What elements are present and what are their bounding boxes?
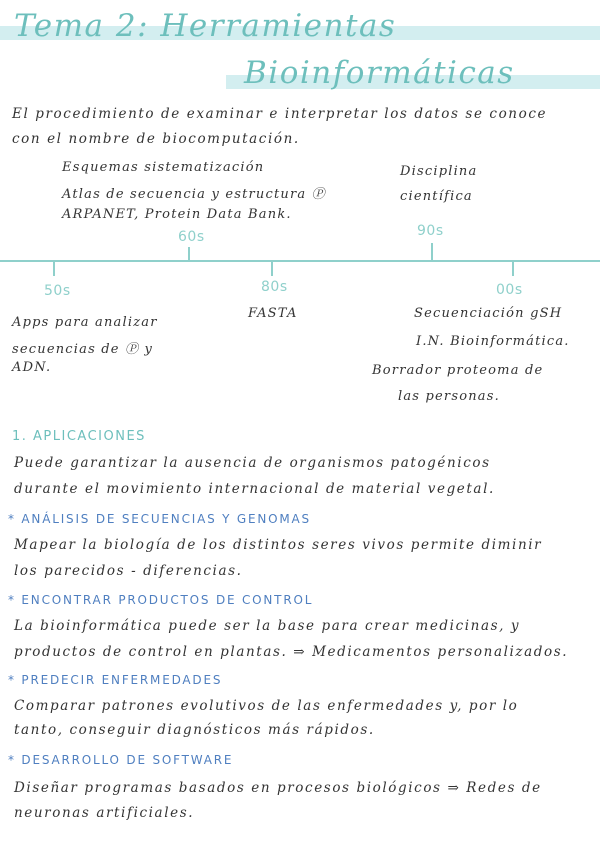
timeline-note-60s-3: ARPANET, Protein Data Bank. [62, 207, 292, 222]
productos-line-1: La bioinformática puede ser la base para crear medicinas, y [14, 618, 521, 634]
timeline-note-00s-1: Secuenciación gSH [414, 306, 563, 321]
subheading-analisis: * ANÁLISIS DE SECUENCIAS Y GENOMAS [8, 512, 311, 526]
decade-label-90s: 90s [417, 223, 444, 239]
tick-60s [188, 247, 190, 261]
timeline-note-00s-2: I.N. Bioinformática. [416, 334, 570, 349]
software-line-1: Diseñar programas basados en procesos biológicos ⇒ Redes de [14, 780, 542, 796]
timeline-note-90s-1: Disciplina [400, 164, 478, 179]
timeline-note-50s-1: Apps para analizar [12, 315, 158, 330]
applications-intro-line-1: Puede garantizar la ausencia de organismos patogénicos [14, 455, 491, 471]
enfermedades-line-1: Comparar patrones evolutivos de las enfermedades y, por lo [14, 698, 519, 714]
page-title-line-2: Bioinformáticas [244, 55, 515, 91]
timeline-axis [0, 260, 600, 262]
subheading-enfermedades: * PREDECIR ENFERMEDADES [8, 673, 223, 687]
tick-50s [53, 262, 55, 276]
enfermedades-line-2: tanto, conseguir diagnósticos más rápidos. [14, 722, 375, 738]
decade-label-80s: 80s [261, 279, 288, 295]
decade-label-60s: 60s [178, 229, 205, 245]
applications-intro-line-2: durante el movimiento internacional de material vegetal. [14, 481, 495, 497]
decade-label-00s: 00s [496, 282, 523, 298]
decade-label-50s: 50s [44, 283, 71, 299]
software-line-2: neuronas artificiales. [14, 805, 195, 821]
timeline-note-00s-4: las personas. [398, 389, 500, 404]
page-title-line-1: Tema 2: Herramientas [14, 8, 397, 44]
analisis-line-1: Mapear la biología de los distintos seres vivos permite diminir [14, 537, 543, 553]
timeline-note-50s-3: ADN. [12, 360, 52, 375]
subheading-productos: * ENCONTRAR PRODUCTOS DE CONTROL [8, 593, 314, 607]
productos-line-2: productos de control en plantas. ⇒ Medicamentos personalizados. [14, 644, 569, 660]
timeline-note-50s-2: secuencias de Ⓟ y [12, 342, 154, 357]
tick-00s [512, 262, 514, 276]
tick-90s [431, 243, 433, 261]
timeline-note-60s-2: Atlas de secuencia y estructura Ⓟ [62, 187, 326, 202]
timeline-note-80s-1: FASTA [248, 306, 298, 321]
timeline-note-90s-2: científica [400, 189, 473, 204]
analisis-line-2: los parecidos - diferencias. [14, 563, 243, 579]
timeline-note-00s-3: Borrador proteoma de [372, 363, 544, 378]
section-heading-aplicaciones: 1. APLICACIONES [12, 429, 146, 444]
subheading-software: * DESARROLLO DE SOFTWARE [8, 753, 234, 767]
intro-line-1: El procedimiento de examinar e interpretar los datos se conoce [12, 106, 548, 122]
intro-line-2: con el nombre de biocomputación. [12, 131, 300, 147]
tick-80s [271, 262, 273, 276]
timeline-note-60s-1: Esquemas sistematización [62, 160, 265, 175]
